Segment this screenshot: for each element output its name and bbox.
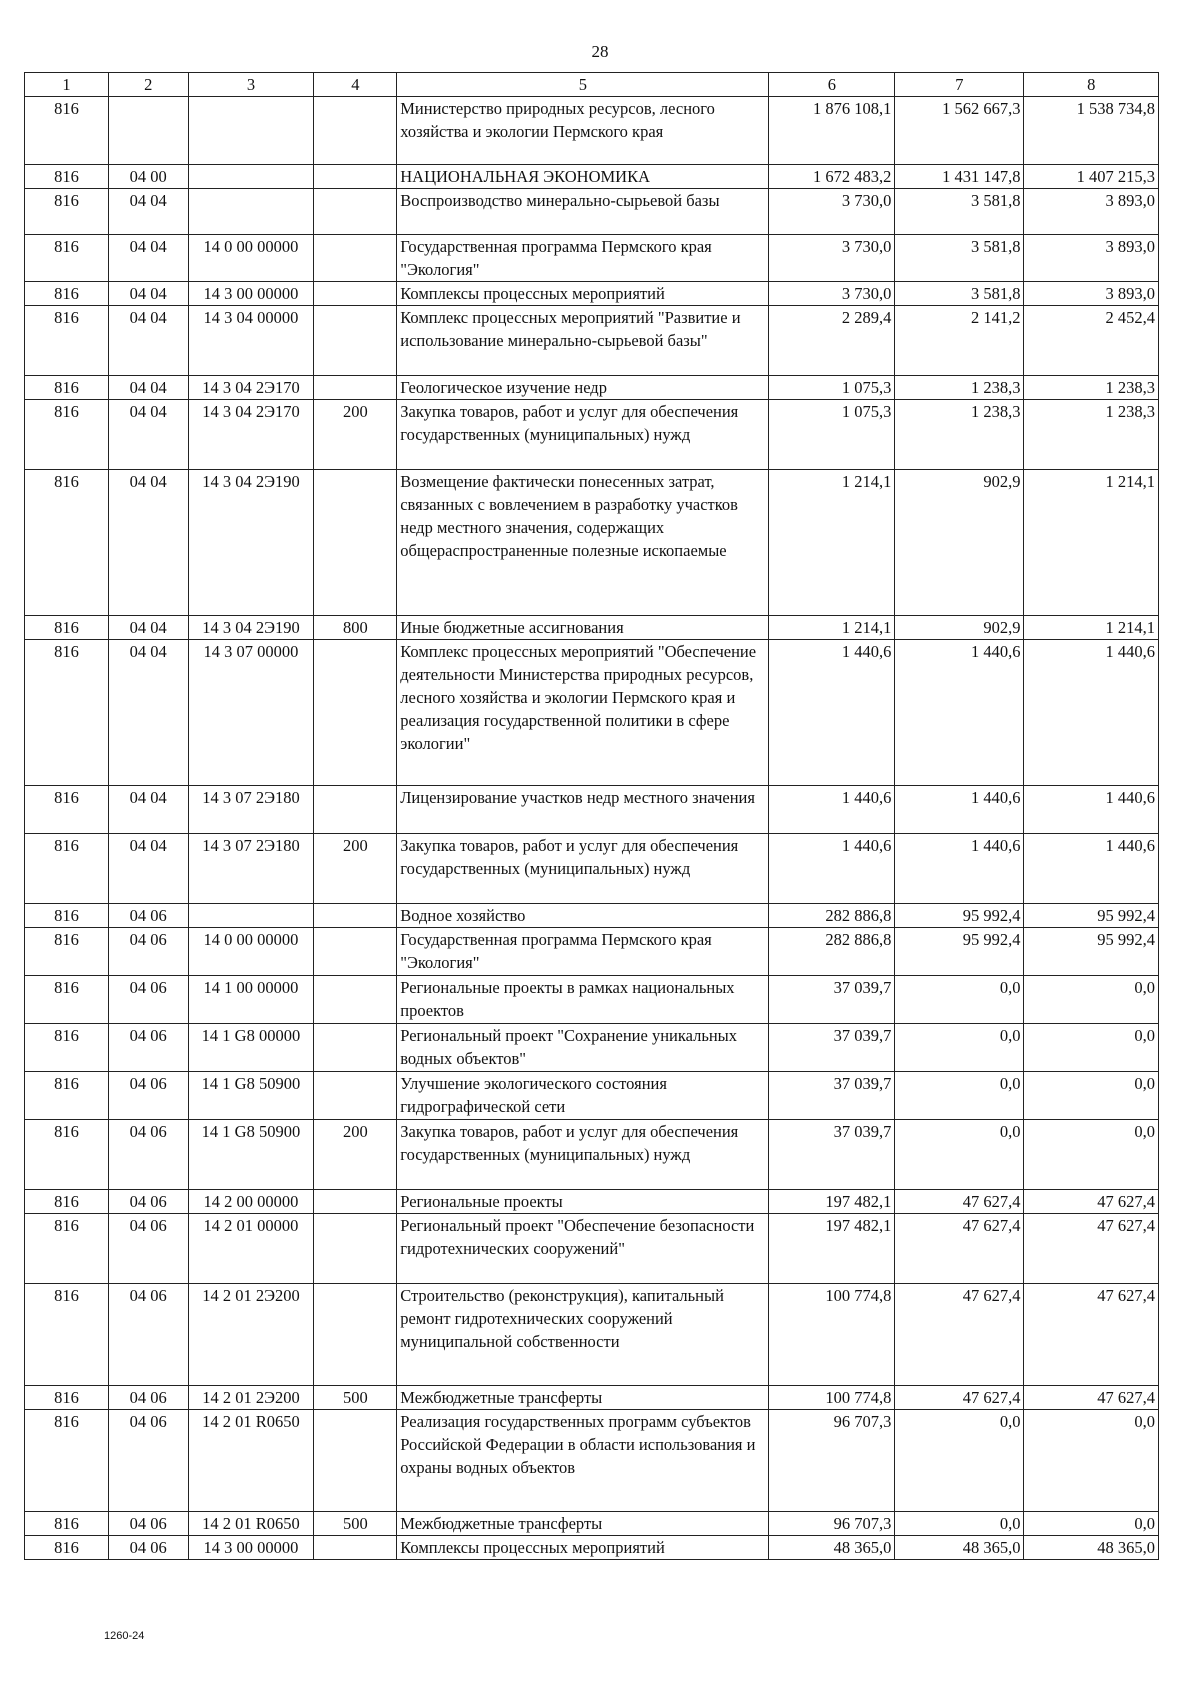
column-header: 8 [1024,73,1159,97]
amount-col6-cell: 96 707,3 [769,1410,895,1512]
target-item-cell: 14 2 01 2Э200 [188,1284,314,1386]
table-row [25,786,1159,834]
item-name-cell: Региональный проект "Обеспечение безопасности гидротехнических сооружений" [397,1214,769,1284]
target-item-cell: 14 3 07 2Э180 [188,786,314,834]
section-code-cell: 04 04 [108,470,188,616]
target-item-cell: 14 3 07 00000 [188,640,314,786]
amount-col7-cell: 1 440,6 [895,834,1024,904]
amount-col7-cell: 47 627,4 [895,1214,1024,1284]
target-item-cell: 14 1 G8 50900 [188,1072,314,1120]
target-item-cell: 14 2 01 2Э200 [188,1386,314,1410]
amount-col8-cell: 48 365,0 [1024,1536,1159,1560]
expense-type-cell [314,1072,397,1120]
ministry-code-cell: 816 [25,235,109,282]
amount-col7-cell: 1 238,3 [895,376,1024,400]
amount-col7-cell: 3 581,8 [895,235,1024,282]
target-item-cell: 14 3 04 2Э190 [188,470,314,616]
expense-type-cell [314,976,397,1024]
section-code-cell: 04 04 [108,640,188,786]
ministry-code-cell: 816 [25,928,109,976]
table-row [25,616,1159,640]
amount-col7-cell: 0,0 [895,976,1024,1024]
amount-col8-cell: 47 627,4 [1024,1214,1159,1284]
table-row [25,928,1159,976]
expense-type-cell: 200 [314,400,397,470]
amount-col7-cell: 1 440,6 [895,786,1024,834]
expense-type-cell [314,1410,397,1512]
amount-col6-cell: 1 440,6 [769,834,895,904]
amount-col6-cell: 1 075,3 [769,400,895,470]
ministry-code-cell: 816 [25,1284,109,1386]
column-number-row [25,73,1159,97]
amount-col8-cell: 47 627,4 [1024,1386,1159,1410]
amount-col6-cell: 1 672 483,2 [769,165,895,189]
amount-col7-cell: 47 627,4 [895,1386,1024,1410]
item-name-cell: Комплексы процессных мероприятий [397,1536,769,1560]
amount-col8-cell: 1 440,6 [1024,834,1159,904]
section-code-cell: 04 06 [108,1386,188,1410]
table-row [25,1536,1159,1560]
ministry-code-cell: 816 [25,904,109,928]
target-item-cell [188,97,314,165]
item-name-cell: Геологическое изучение недр [397,376,769,400]
section-code-cell: 04 04 [108,282,188,306]
target-item-cell: 14 3 00 00000 [188,1536,314,1560]
item-name-cell: Закупка товаров, работ и услуг для обеспечения государственных (муниципальных) нужд [397,400,769,470]
item-name-cell: Улучшение экологического состояния гидрографической сети [397,1072,769,1120]
section-code-cell: 04 06 [108,1284,188,1386]
target-item-cell: 14 2 01 R0650 [188,1410,314,1512]
amount-col8-cell: 0,0 [1024,1410,1159,1512]
amount-col7-cell: 48 365,0 [895,1536,1024,1560]
section-code-cell: 04 04 [108,235,188,282]
ministry-code-cell: 816 [25,400,109,470]
amount-col8-cell: 2 452,4 [1024,306,1159,376]
amount-col6-cell: 37 039,7 [769,976,895,1024]
expense-type-cell [314,97,397,165]
amount-col8-cell: 0,0 [1024,1072,1159,1120]
ministry-code-cell: 816 [25,616,109,640]
amount-col8-cell: 3 893,0 [1024,235,1159,282]
section-code-cell: 04 06 [108,1190,188,1214]
target-item-cell: 14 1 G8 00000 [188,1024,314,1072]
section-code-cell: 04 06 [108,928,188,976]
expense-type-cell [314,904,397,928]
ministry-code-cell: 816 [25,376,109,400]
amount-col8-cell: 0,0 [1024,1024,1159,1072]
amount-col7-cell: 2 141,2 [895,306,1024,376]
amount-col7-cell: 47 627,4 [895,1284,1024,1386]
amount-col6-cell: 37 039,7 [769,1072,895,1120]
amount-col6-cell: 1 214,1 [769,470,895,616]
expense-type-cell [314,1190,397,1214]
amount-col7-cell: 1 562 667,3 [895,97,1024,165]
amount-col7-cell: 902,9 [895,470,1024,616]
column-header: 1 [25,73,109,97]
column-header: 2 [108,73,188,97]
amount-col8-cell: 0,0 [1024,1120,1159,1190]
target-item-cell: 14 1 G8 50900 [188,1120,314,1190]
target-item-cell [188,165,314,189]
amount-col7-cell: 0,0 [895,1120,1024,1190]
item-name-cell: Реализация государственных программ субъектов Российской Федерации в области использования и охраны водных объектов [397,1410,769,1512]
amount-col7-cell: 47 627,4 [895,1190,1024,1214]
table-row [25,282,1159,306]
ministry-code-cell: 816 [25,1120,109,1190]
amount-col8-cell: 1 238,3 [1024,400,1159,470]
amount-col6-cell: 100 774,8 [769,1284,895,1386]
amount-col7-cell: 1 431 147,8 [895,165,1024,189]
amount-col7-cell: 1 238,3 [895,400,1024,470]
table-row [25,1386,1159,1410]
table-row [25,640,1159,786]
expense-type-cell: 800 [314,616,397,640]
amount-col8-cell: 0,0 [1024,976,1159,1024]
expense-type-cell [314,470,397,616]
column-header: 5 [397,73,769,97]
amount-col6-cell: 197 482,1 [769,1190,895,1214]
target-item-cell: 14 0 00 00000 [188,235,314,282]
expense-type-cell [314,1536,397,1560]
amount-col8-cell: 95 992,4 [1024,904,1159,928]
table-row [25,165,1159,189]
table-row [25,97,1159,165]
column-header: 3 [188,73,314,97]
section-code-cell: 04 06 [108,1512,188,1536]
page-number: 28 [591,42,609,61]
item-name-cell: Строительство (реконструкция), капитальный ремонт гидротехнических сооружений муниципальной собственности [397,1284,769,1386]
expense-type-cell [314,235,397,282]
ministry-code-cell: 816 [25,165,109,189]
target-item-cell [188,189,314,235]
amount-col7-cell: 0,0 [895,1024,1024,1072]
expense-type-cell [314,282,397,306]
section-code-cell: 04 04 [108,376,188,400]
amount-col8-cell: 1 440,6 [1024,786,1159,834]
amount-col6-cell: 1 440,6 [769,640,895,786]
amount-col6-cell: 3 730,0 [769,189,895,235]
expense-type-cell [314,1284,397,1386]
ministry-code-cell: 816 [25,1512,109,1536]
section-code-cell: 04 06 [108,904,188,928]
table-row [25,1190,1159,1214]
expense-type-cell: 500 [314,1512,397,1536]
table-row [25,1120,1159,1190]
table-row [25,235,1159,282]
target-item-cell: 14 2 00 00000 [188,1190,314,1214]
amount-col8-cell: 1 538 734,8 [1024,97,1159,165]
item-name-cell: Государственная программа Пермского края "Экология" [397,928,769,976]
item-name-cell: Закупка товаров, работ и услуг для обеспечения государственных (муниципальных) нужд [397,834,769,904]
target-item-cell: 14 1 00 00000 [188,976,314,1024]
ministry-code-cell: 816 [25,1072,109,1120]
table-row [25,1284,1159,1386]
target-item-cell [188,904,314,928]
table-row [25,1512,1159,1536]
expense-type-cell [314,189,397,235]
table-row [25,376,1159,400]
amount-col8-cell: 95 992,4 [1024,928,1159,976]
ministry-code-cell: 816 [25,97,109,165]
item-name-cell: Закупка товаров, работ и услуг для обеспечения государственных (муниципальных) нужд [397,1120,769,1190]
section-code-cell: 04 06 [108,1410,188,1512]
item-name-cell: Региональный проект "Сохранение уникальных водных объектов" [397,1024,769,1072]
item-name-cell: Комплексы процессных мероприятий [397,282,769,306]
column-header: 6 [769,73,895,97]
section-code-cell: 04 04 [108,616,188,640]
ministry-code-cell: 816 [25,1190,109,1214]
amount-col7-cell: 1 440,6 [895,640,1024,786]
amount-col6-cell: 1 075,3 [769,376,895,400]
amount-col6-cell: 282 886,8 [769,904,895,928]
amount-col6-cell: 1 214,1 [769,616,895,640]
amount-col7-cell: 0,0 [895,1072,1024,1120]
amount-col6-cell: 100 774,8 [769,1386,895,1410]
amount-col8-cell: 1 238,3 [1024,376,1159,400]
ministry-code-cell: 816 [25,834,109,904]
column-header: 7 [895,73,1024,97]
table-row [25,189,1159,235]
amount-col7-cell: 902,9 [895,616,1024,640]
amount-col6-cell: 3 730,0 [769,282,895,306]
footer-code: 1260-24 [104,1630,145,1642]
amount-col7-cell: 3 581,8 [895,189,1024,235]
expense-type-cell [314,376,397,400]
amount-col8-cell: 3 893,0 [1024,282,1159,306]
amount-col6-cell: 197 482,1 [769,1214,895,1284]
amount-col6-cell: 1 876 108,1 [769,97,895,165]
section-code-cell: 04 00 [108,165,188,189]
target-item-cell: 14 3 04 2Э170 [188,400,314,470]
expense-type-cell [314,640,397,786]
amount-col6-cell: 3 730,0 [769,235,895,282]
table-row [25,976,1159,1024]
expense-type-cell: 500 [314,1386,397,1410]
amount-col8-cell: 47 627,4 [1024,1284,1159,1386]
ministry-code-cell: 816 [25,1536,109,1560]
target-item-cell: 14 3 00 00000 [188,282,314,306]
expense-type-cell [314,928,397,976]
section-code-cell: 04 06 [108,1536,188,1560]
amount-col6-cell: 48 365,0 [769,1536,895,1560]
ministry-code-cell: 816 [25,306,109,376]
ministry-code-cell: 816 [25,1214,109,1284]
ministry-code-cell: 816 [25,1410,109,1512]
item-name-cell: Водное хозяйство [397,904,769,928]
amount-col6-cell: 37 039,7 [769,1024,895,1072]
target-item-cell: 14 0 00 00000 [188,928,314,976]
item-name-cell: Межбюджетные трансферты [397,1386,769,1410]
expense-type-cell [314,1214,397,1284]
section-code-cell: 04 04 [108,786,188,834]
amount-col8-cell: 1 440,6 [1024,640,1159,786]
amount-col6-cell: 1 440,6 [769,786,895,834]
table-body [25,97,1159,1560]
item-name-cell: Воспроизводство минерально-сырьевой базы [397,189,769,235]
table-row [25,834,1159,904]
amount-col6-cell: 282 886,8 [769,928,895,976]
table-row [25,904,1159,928]
item-name-cell: НАЦИОНАЛЬНАЯ ЭКОНОМИКА [397,165,769,189]
section-code-cell: 04 04 [108,400,188,470]
target-item-cell: 14 2 01 00000 [188,1214,314,1284]
section-code-cell: 04 06 [108,1214,188,1284]
item-name-cell: Государственная программа Пермского края "Экология" [397,235,769,282]
target-item-cell: 14 3 04 2Э190 [188,616,314,640]
amount-col6-cell: 2 289,4 [769,306,895,376]
section-code-cell: 04 06 [108,976,188,1024]
amount-col8-cell: 1 214,1 [1024,616,1159,640]
amount-col8-cell: 47 627,4 [1024,1190,1159,1214]
section-code-cell: 04 06 [108,1024,188,1072]
item-name-cell: Возмещение фактически понесенных затрат, связанных с вовлечением в разработку участков недр местного значения, содержащих общераспространенные полезные ископаемые [397,470,769,616]
section-code-cell: 04 04 [108,306,188,376]
table-row [25,1024,1159,1072]
ministry-code-cell: 816 [25,786,109,834]
ministry-code-cell: 816 [25,976,109,1024]
section-code-cell: 04 06 [108,1120,188,1190]
column-header: 4 [314,73,397,97]
amount-col7-cell: 3 581,8 [895,282,1024,306]
item-name-cell: Межбюджетные трансферты [397,1512,769,1536]
target-item-cell: 14 3 04 2Э170 [188,376,314,400]
expense-type-cell [314,306,397,376]
budget-table [24,72,1159,1560]
ministry-code-cell: 816 [25,189,109,235]
section-code-cell: 04 04 [108,189,188,235]
ministry-code-cell: 816 [25,1386,109,1410]
table-row [25,400,1159,470]
table-row [25,1214,1159,1284]
item-name-cell: Комплекс процессных мероприятий "Обеспечение деятельности Министерства природных ресурсов, лесного хозяйства и экологии Пермского края и реализация государственной политики в сфере экологии" [397,640,769,786]
amount-col8-cell: 0,0 [1024,1512,1159,1536]
amount-col8-cell: 1 214,1 [1024,470,1159,616]
section-code-cell [108,97,188,165]
table-row [25,470,1159,616]
amount-col7-cell: 0,0 [895,1410,1024,1512]
section-code-cell: 04 06 [108,1072,188,1120]
expense-type-cell [314,165,397,189]
ministry-code-cell: 816 [25,1024,109,1072]
expense-type-cell [314,786,397,834]
amount-col8-cell: 3 893,0 [1024,189,1159,235]
item-name-cell: Иные бюджетные ассигнования [397,616,769,640]
table-row [25,306,1159,376]
amount-col6-cell: 96 707,3 [769,1512,895,1536]
ministry-code-cell: 816 [25,470,109,616]
expense-type-cell [314,1024,397,1072]
item-name-cell: Комплекс процессных мероприятий "Развитие и использование минерально-сырьевой базы" [397,306,769,376]
amount-col7-cell: 0,0 [895,1512,1024,1536]
amount-col8-cell: 1 407 215,3 [1024,165,1159,189]
item-name-cell: Лицензирование участков недр местного значения [397,786,769,834]
target-item-cell: 14 3 07 2Э180 [188,834,314,904]
table-row [25,1072,1159,1120]
ministry-code-cell: 816 [25,640,109,786]
ministry-code-cell: 816 [25,282,109,306]
section-code-cell: 04 04 [108,834,188,904]
table-row [25,1410,1159,1512]
target-item-cell: 14 3 04 00000 [188,306,314,376]
amount-col7-cell: 95 992,4 [895,904,1024,928]
target-item-cell: 14 2 01 R0650 [188,1512,314,1536]
item-name-cell: Региональные проекты [397,1190,769,1214]
item-name-cell: Региональные проекты в рамках национальных проектов [397,976,769,1024]
expense-type-cell: 200 [314,834,397,904]
amount-col7-cell: 95 992,4 [895,928,1024,976]
item-name-cell: Министерство природных ресурсов, лесного хозяйства и экологии Пермского края [397,97,769,165]
expense-type-cell: 200 [314,1120,397,1190]
amount-col6-cell: 37 039,7 [769,1120,895,1190]
